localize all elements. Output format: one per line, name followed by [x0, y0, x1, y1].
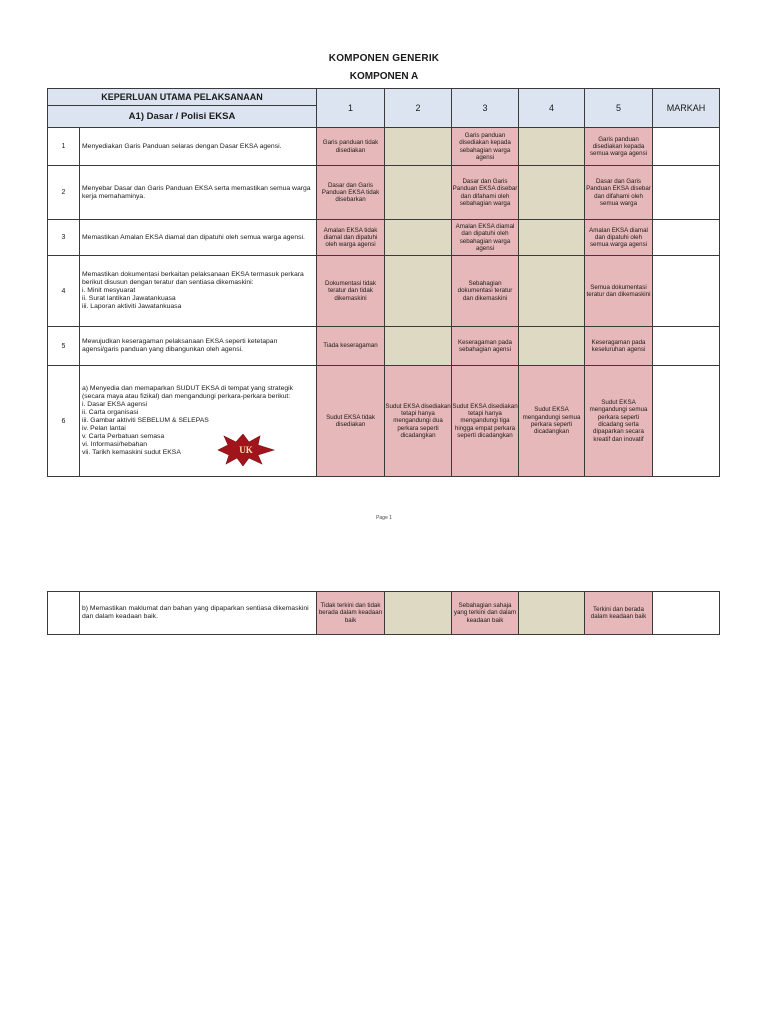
score-column-4: 4 [519, 89, 585, 128]
row-number: 4 [48, 256, 80, 327]
description-line: Menyebar Dasar dan Garis Panduan EKSA serta memastikan semua warga kerja memahaminya. [82, 184, 311, 200]
document-subtitle: KOMPONEN A [349, 71, 419, 82]
score-criteria-4 [519, 128, 585, 166]
table-row [48, 327, 720, 366]
score-criteria-2 [385, 220, 452, 256]
requirement-description [80, 220, 317, 256]
score-criteria-3: Dasar dan Garis Panduan EKSA disebar dan difahami oleh sebahagian warga [452, 166, 519, 220]
score-criteria-5: Amalan EKSA diamal dan dipatuhi oleh semua warga agensi [585, 220, 653, 256]
score-criteria-5: Sudut EKSA mengandungi semua perkara seperti dicadang serta dipaparkan secara kreatif dan inovatif [585, 366, 653, 477]
description-line: Memastikan dokumentasi berkaitan pelaksanaan EKSA termasuk perkara berikut disusun dengan teratur dan sentiasa dikemaskini: [82, 271, 304, 286]
score-criteria-4 [519, 592, 585, 635]
description-line: v. Carta Perbatuan semasa [82, 433, 165, 440]
row-number: 6 [48, 366, 80, 477]
score-criteria-2 [385, 256, 452, 327]
score-criteria-2 [385, 128, 452, 166]
description-line: vii. Tarikh kemaskini sudut EKSA [82, 449, 181, 456]
header-requirements: KEPERLUAN UTAMA PELAKSANAAN [48, 89, 317, 106]
score-criteria-2 [385, 166, 452, 220]
score-criteria-1: Dasar dan Garis Panduan EKSA tidak disebarkan [317, 166, 385, 220]
score-criteria-3: Keseragaman pada sebahagian agensi [452, 327, 519, 366]
score-criteria-1: Sudut EKSA tidak disediakan [317, 366, 385, 477]
markah-cell[interactable] [653, 327, 720, 366]
score-criteria-3: Sebahagian dokumentasi teratur dan dikemaskini [452, 256, 519, 327]
row-number: 1 [48, 128, 80, 166]
description-line: ii. Surat lantikan Jawatankuasa [82, 295, 176, 302]
score-criteria-3: Garis panduan disediakan kepada sebahagian warga agensi [452, 128, 519, 166]
score-criteria-4 [519, 220, 585, 256]
markah-cell[interactable] [653, 592, 720, 635]
score-column-1: 1 [317, 89, 385, 128]
page-label: Page 1 [376, 515, 392, 521]
description-line: vi. Informasi/hebahan [82, 441, 147, 448]
score-criteria-2 [385, 327, 452, 366]
row-number: 5 [48, 327, 80, 366]
requirement-description [80, 327, 317, 366]
row-number: 2 [48, 166, 80, 220]
markah-cell[interactable] [653, 166, 720, 220]
score-column-2: 2 [385, 89, 452, 128]
requirement-description [80, 256, 317, 327]
requirement-description [80, 166, 317, 220]
markah-cell[interactable] [653, 366, 720, 477]
markah-cell[interactable] [653, 220, 720, 256]
score-criteria-5: Dasar dan Garis Panduan EKSA disebar dan difahami oleh semua warga [585, 166, 653, 220]
table-row [48, 128, 720, 166]
score-criteria-4 [519, 256, 585, 327]
description-line: Menyediakan Garis Panduan selaras dengan Dasar EKSA agensi. [82, 142, 282, 150]
description-line: Memastikan Amalan EKSA diamal dan dipatuhi oleh semua warga agensi. [82, 233, 305, 241]
rubric-table [47, 88, 720, 477]
table-row [48, 592, 720, 635]
requirement-description [80, 128, 317, 166]
description-line: Mewujudkan keseragaman pelaksanaan EKSA seperti ketetapan agensi/garis panduan yang dibangunkan oleh agensi. [82, 338, 278, 353]
markah-column: MARKAH [653, 89, 720, 128]
table-row [48, 366, 720, 477]
sticker-label: UK [239, 445, 253, 455]
uk-sticker-icon [216, 434, 276, 466]
score-criteria-2 [385, 592, 452, 635]
row-number [48, 592, 80, 635]
score-criteria-3: Sebahagian sahaja yang terkini dan dalam keadaan baik [452, 592, 519, 635]
score-criteria-2: Sudut EKSA disediakan tetapi hanya mengandungi dua perkara seperti dicadangkan [385, 366, 452, 477]
description-line: ii. Carta organisasi [82, 409, 139, 416]
score-criteria-5: Terkini dan berada dalam keadaan baik [585, 592, 653, 635]
description-line: i. Dasar EKSA agensi [82, 401, 147, 408]
score-criteria-5: Garis panduan disediakan kepada semua warga agensi [585, 128, 653, 166]
description-line: iii. Laporan aktiviti Jawatankuasa [82, 303, 182, 310]
table-row [48, 220, 720, 256]
description-line: iv. Pelan lantai [82, 425, 126, 432]
score-criteria-1: Tiada keseragaman [317, 327, 385, 366]
table-row [48, 256, 720, 327]
table-row [48, 166, 720, 220]
markah-cell[interactable] [653, 128, 720, 166]
header-section: A1) Dasar / Polisi EKSA [48, 106, 317, 128]
document-title: KOMPONEN GENERIK [328, 53, 440, 64]
description-line: a) Menyedia dan memaparkan SUDUT EKSA di tempat yang strategik (secara maya atau fizikal) dan mengandungi perkara-perkara berikut: [82, 385, 294, 400]
score-column-5: 5 [585, 89, 653, 128]
score-criteria-1: Dokumentasi tidak teratur dan tidak dikemaskini [317, 256, 385, 327]
score-criteria-3: Amalan EKSA diamal dan dipatuhi oleh sebahagian warga agensi [452, 220, 519, 256]
description-line: i. Minit mesyuarat [82, 287, 136, 294]
score-criteria-5: Keseragaman pada keseluruhan agensi [585, 327, 653, 366]
rubric-table-continued [47, 591, 720, 635]
score-criteria-3: Sudut EKSA disediakan tetapi hanya mengandungi tiga hingga empat perkara seperti dicadangkan [452, 366, 519, 477]
score-criteria-4 [519, 327, 585, 366]
score-criteria-4 [519, 166, 585, 220]
requirement-description [80, 366, 317, 477]
score-criteria-1: Garis panduan tidak disediakan [317, 128, 385, 166]
description-line: b) Memastikan maklumat dan bahan yang dipaparkan sentiasa dikemaskini dan dalam keadaan baik. [82, 605, 309, 620]
score-criteria-1: Tidak terkini dan tidak berada dalam keadaan baik [317, 592, 385, 635]
description-line: iii. Gambar aktiviti SEBELUM & SELEPAS [82, 417, 209, 424]
score-criteria-1: Amalan EKSA tidak diamal dan dipatuhi oleh warga agensi [317, 220, 385, 256]
requirement-description [80, 592, 317, 635]
row-number: 3 [48, 220, 80, 256]
score-criteria-5: Semua dokumentasi teratur dan dikemaskini [585, 256, 653, 327]
score-criteria-4: Sudut EKSA mengandungi semua perkara seperti dicadangkan [519, 366, 585, 477]
score-column-3: 3 [452, 89, 519, 128]
markah-cell[interactable] [653, 256, 720, 327]
